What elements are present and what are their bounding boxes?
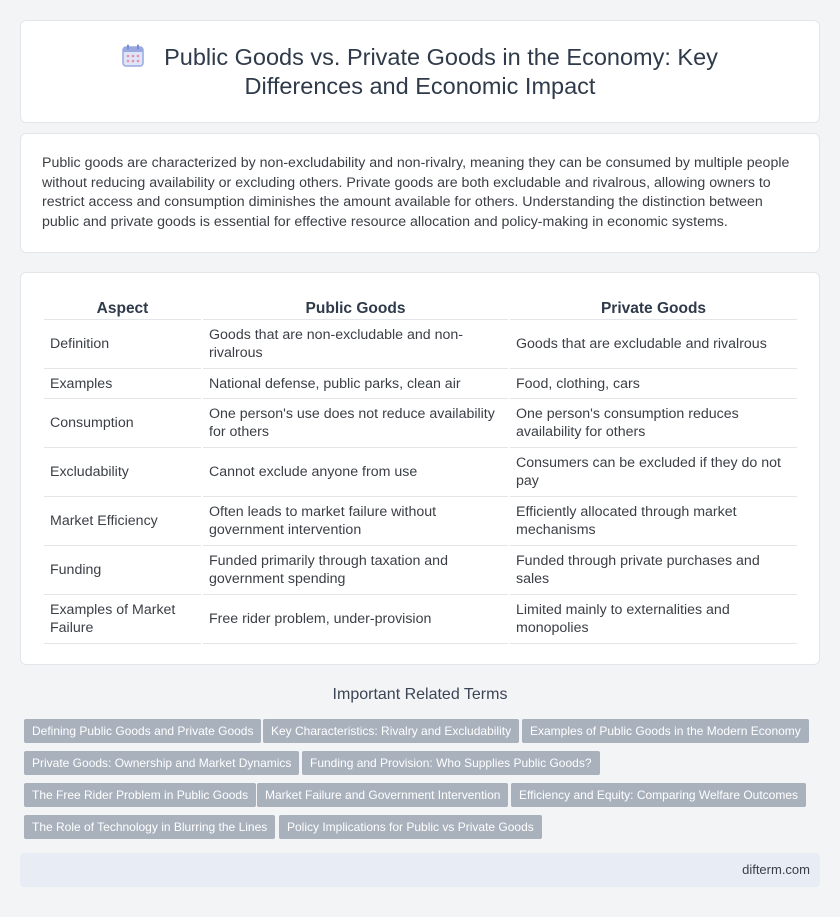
row-private: Food, clothing, cars: [510, 369, 797, 399]
related-tag-defining[interactable]: Defining Public Goods and Private Goods: [24, 719, 261, 743]
row-aspect: Consumption: [44, 399, 201, 448]
row-aspect: Market Efficiency: [44, 497, 201, 546]
title-card: [20, 20, 820, 123]
table-row: [44, 448, 797, 497]
page-title: Public Goods vs. Private Goods in the Economy: Key Differences and Economic Impact: [164, 44, 718, 99]
header-private-goods: Private Goods: [510, 295, 797, 320]
comparison-table: [42, 295, 799, 644]
header-aspect: Aspect: [44, 295, 201, 320]
row-public: Free rider problem, under-provision: [203, 595, 508, 644]
row-public: National defense, public parks, clean air: [203, 369, 508, 399]
table-row: [44, 399, 797, 448]
table-row: [44, 369, 797, 399]
related-tag-characteristics[interactable]: Key Characteristics: Rivalry and Excludability: [263, 719, 519, 743]
related-terms-title: Important Related Terms: [332, 686, 508, 703]
footer: [20, 853, 820, 887]
row-aspect: Examples of Market Failure: [44, 595, 201, 644]
row-aspect: Excludability: [44, 448, 201, 497]
row-public: Often leads to market failure without government intervention: [203, 497, 508, 546]
comparison-card: [20, 272, 820, 665]
row-public: Funded primarily through taxation and government spending: [203, 546, 508, 595]
row-private: Goods that are excludable and rivalrous: [510, 320, 797, 369]
row-public: Goods that are non-excludable and non-rivalrous: [203, 320, 508, 369]
table-row: [44, 595, 797, 644]
calendar-icon: [122, 44, 144, 68]
row-aspect: Examples: [44, 369, 201, 399]
related-tag-technology[interactable]: The Role of Technology in Blurring the Lines: [24, 815, 275, 839]
row-private: Efficiently allocated through market mechanisms: [510, 497, 797, 546]
intro-paragraph: Public goods are characterized by non-excludability and non-rivalry, meaning they can be consumed by multiple people without reducing availability or excluding others. Private goods are both excludable and rivalrous, allowing owners to restrict access and consumption diminishes the amount available for others. Understanding the distinction between public and private goods is essential for effective resource allocation and policy-making in economic systems.: [42, 155, 790, 230]
footer-site[interactable]: difterm.com: [742, 862, 810, 877]
row-aspect: Funding: [44, 546, 201, 595]
related-tag-private-goods[interactable]: Private Goods: Ownership and Market Dynamics: [24, 751, 299, 775]
header-public-goods: Public Goods: [203, 295, 508, 320]
table-row: [44, 497, 797, 546]
row-aspect: Definition: [44, 320, 201, 369]
related-tag-market-failure[interactable]: Market Failure and Government Intervention: [257, 783, 508, 807]
row-public: Cannot exclude anyone from use: [203, 448, 508, 497]
row-private: One person's consumption reduces availability for others: [510, 399, 797, 448]
related-tag-policy[interactable]: Policy Implications for Public vs Private Goods: [279, 815, 542, 839]
intro-card: [20, 133, 820, 253]
related-tag-examples[interactable]: Examples of Public Goods in the Modern Economy: [522, 719, 809, 743]
related-tag-free-rider[interactable]: The Free Rider Problem in Public Goods: [24, 783, 256, 807]
row-public: One person's use does not reduce availability for others: [203, 399, 508, 448]
table-row: [44, 546, 797, 595]
row-private: Consumers can be excluded if they do not pay: [510, 448, 797, 497]
row-private: Limited mainly to externalities and monopolies: [510, 595, 797, 644]
related-tag-efficiency[interactable]: Efficiency and Equity: Comparing Welfare Outcomes: [511, 783, 806, 807]
table-row: [44, 320, 797, 369]
related-tag-funding[interactable]: Funding and Provision: Who Supplies Public Goods?: [302, 751, 600, 775]
row-private: Funded through private purchases and sales: [510, 546, 797, 595]
page-title-wrap: [61, 43, 779, 101]
